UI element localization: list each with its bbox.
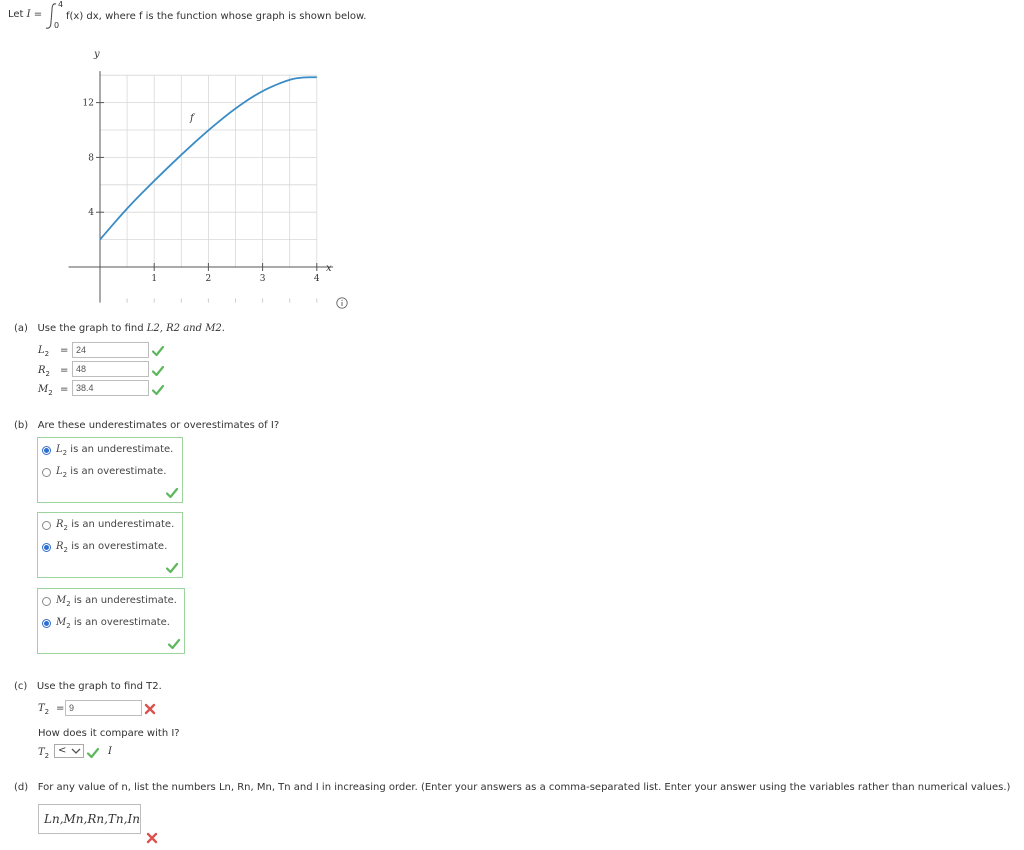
m2-var: M (38, 384, 49, 395)
part-d-prompt-text: For any value of n, list the numbers Ln, Rn, Mn, Tn and I in increasing order. (Enter your answers as a comma-separated list. Enter your answer using the variables rather than numerical values.) (37, 782, 1011, 793)
l2-sub: 2 (44, 350, 50, 358)
part-c-prompt-text: Use the graph to find T2. (36, 681, 162, 692)
check-icon (165, 486, 179, 500)
integral-upper-limit: 4 (58, 0, 64, 9)
r2-overestimate-radio[interactable] (42, 543, 51, 552)
opt-sub: 2 (63, 524, 68, 532)
r2-var: R (38, 365, 46, 376)
y-tick-label: 4 (88, 208, 94, 219)
curve-label: f (190, 113, 194, 124)
l2-overestimate-label[interactable] (56, 466, 166, 479)
incorrect-x-icon (146, 832, 158, 844)
part-a-prompt-text: Use the graph to find (37, 323, 144, 334)
r2-underestimate-label[interactable] (56, 519, 174, 532)
opt-var: R (56, 541, 64, 552)
r2-equals: = (60, 365, 69, 376)
l2-underestimate-label[interactable] (56, 444, 173, 457)
part-d-label: (d) (14, 782, 29, 793)
m2-equals: = (60, 384, 69, 395)
opt-text: is an overestimate. (73, 617, 170, 628)
l2-overestimate-radio[interactable] (42, 468, 51, 477)
check-icon (151, 364, 165, 378)
t2-var: T (38, 747, 45, 758)
problem-tail-text: where f is the function whose graph is shown below. (105, 11, 367, 22)
incorrect-x-icon (144, 703, 156, 715)
opt-var: M (56, 595, 67, 606)
opt-sub: 2 (66, 600, 71, 608)
opt-sub: 2 (62, 449, 68, 457)
opt-text: is an underestimate. (73, 595, 177, 606)
opt-text: is an overestimate. (71, 541, 168, 552)
opt-sub: 2 (62, 471, 68, 479)
check-icon (151, 344, 165, 358)
l2-choice-box (37, 437, 183, 503)
l2-input[interactable]: 24 (72, 342, 149, 358)
part-a-prompt (14, 323, 225, 334)
compare-select[interactable] (54, 744, 84, 758)
opt-sub: 2 (66, 622, 71, 630)
l2-underestimate-radio[interactable] (42, 446, 51, 455)
t2-equals: = (56, 703, 65, 714)
t2-label (38, 703, 49, 716)
part-b-prompt-text: Are these underestimates or overestimates of I? (37, 420, 280, 431)
integrand-text: f(x) dx, (66, 11, 102, 22)
m2-overestimate-radio[interactable] (42, 619, 51, 628)
var-I: I (26, 9, 31, 20)
r2-overestimate-label[interactable] (56, 541, 167, 554)
opt-text: is an underestimate. (70, 444, 174, 455)
r2-underestimate-radio[interactable] (42, 521, 51, 530)
r2-sub: 2 (45, 370, 50, 378)
part-c-label: (c) (14, 681, 28, 692)
x-tick-label: 4 (313, 274, 320, 284)
compare-prompt: How does it compare with I? (38, 728, 180, 739)
t2-input[interactable]: 9 (65, 700, 142, 716)
t2-var: T (38, 703, 45, 714)
opt-sub: 2 (63, 546, 68, 554)
l2-var: L (38, 345, 45, 356)
x-tick-label: 1 (151, 274, 158, 284)
part-b-prompt (14, 420, 279, 431)
m2-underestimate-label[interactable] (56, 595, 177, 608)
compare-rhs: I (108, 746, 112, 757)
opt-text: is an underestimate. (71, 519, 175, 530)
check-icon (151, 383, 165, 397)
function-graph (60, 45, 380, 315)
t2-sub: 2 (44, 752, 50, 760)
opt-var: M (56, 617, 67, 628)
x-axis-label: x (326, 263, 332, 274)
m2-input[interactable]: 38.4 (72, 380, 149, 396)
integral-lower-limit: 0 (54, 21, 60, 30)
r2-label (38, 365, 50, 378)
m2-choice-box (37, 588, 185, 654)
opt-text: is an overestimate. (70, 466, 167, 477)
part-a-prompt-items: L2, R2 and M2. (146, 323, 225, 334)
opt-var: R (56, 519, 64, 530)
compare-select-value: < (58, 745, 67, 756)
m2-sub: 2 (48, 389, 53, 397)
part-c-prompt (14, 681, 162, 692)
t2-compare-label (38, 747, 49, 760)
r2-choice-box (37, 512, 183, 578)
t2-sub: 2 (44, 708, 50, 716)
order-answer-input[interactable] (38, 804, 141, 834)
y-tick-label: 12 (82, 98, 94, 109)
integrand-line (66, 11, 366, 22)
info-icon[interactable] (336, 297, 348, 309)
y-tick-label: 8 (88, 153, 94, 164)
part-b-label: (b) (14, 420, 29, 431)
opt-var: L (56, 444, 63, 455)
r2-input[interactable]: 48 (72, 361, 149, 377)
m2-overestimate-label[interactable] (56, 617, 170, 630)
equals-sign: = (33, 9, 43, 20)
l2-equals: = (60, 345, 69, 356)
check-icon (86, 746, 100, 760)
x-tick-label: 2 (205, 274, 212, 284)
problem-statement (8, 9, 42, 20)
chevron-down-icon (71, 748, 81, 755)
opt-var: L (56, 466, 63, 477)
l2-label (38, 345, 49, 358)
part-a-label: (a) (14, 323, 28, 334)
order-answer-value: Ln,Mn,Rn,Tn,In (44, 812, 140, 826)
y-axis-label: y (94, 49, 100, 60)
x-tick-label: 3 (259, 274, 266, 284)
let-text: Let (8, 9, 24, 20)
m2-label (38, 384, 53, 397)
check-icon (167, 637, 181, 651)
m2-underestimate-radio[interactable] (42, 597, 51, 606)
part-d-prompt (14, 782, 1010, 793)
check-icon (165, 561, 179, 575)
